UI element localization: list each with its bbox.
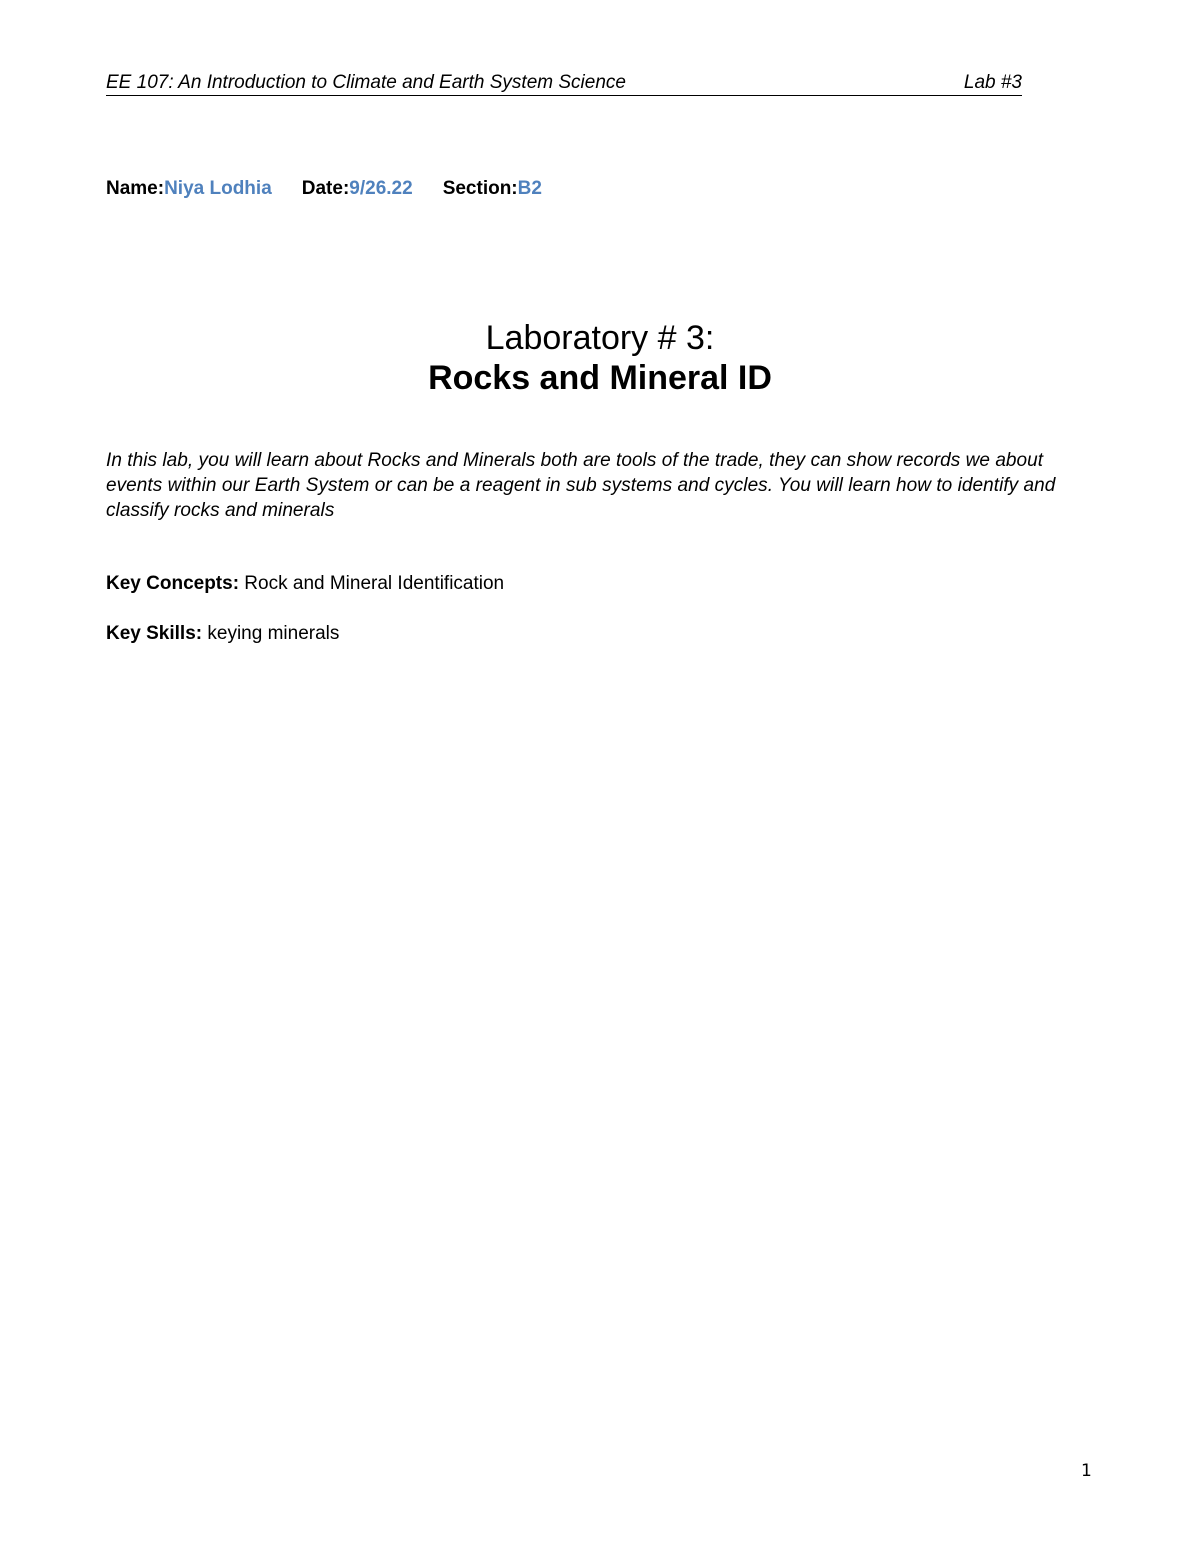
student-info-line: [106, 176, 542, 202]
section-label: Section:: [442, 178, 518, 199]
page-number: 1: [1081, 1461, 1092, 1481]
key-skills-label: Key Skills:: [106, 623, 203, 644]
title-line-1: Laboratory # 3:: [485, 319, 715, 357]
key-concepts-label: Key Concepts:: [106, 573, 240, 594]
section-value: B2: [517, 178, 542, 199]
date-label: Date:: [301, 178, 350, 199]
name-label: Name:: [106, 178, 165, 199]
date-value: 9/26.22: [349, 178, 413, 199]
course-title: EE 107: An Introduction to Climate and Earth System Science: [106, 72, 626, 93]
name-value: Niya Lodhia: [164, 178, 272, 199]
key-skills: [106, 621, 339, 647]
title-line-2: Rocks and Mineral ID: [428, 359, 772, 397]
lab-number: Lab #3: [963, 72, 1022, 93]
key-concepts-value: Rock and Mineral Identification: [239, 573, 505, 594]
key-skills-value: keying minerals: [202, 623, 340, 644]
key-concepts: [106, 571, 504, 597]
intro-paragraph: In this lab, you will learn about Rocks and Minerals both are tools of the trade, they can show records we about events within our Earth System or can be a reagent in sub systems and cycles. You will learn how to identify and classify rocks and minerals: [106, 450, 1056, 521]
document-title: [0, 318, 1200, 398]
page-header: [106, 71, 1022, 96]
